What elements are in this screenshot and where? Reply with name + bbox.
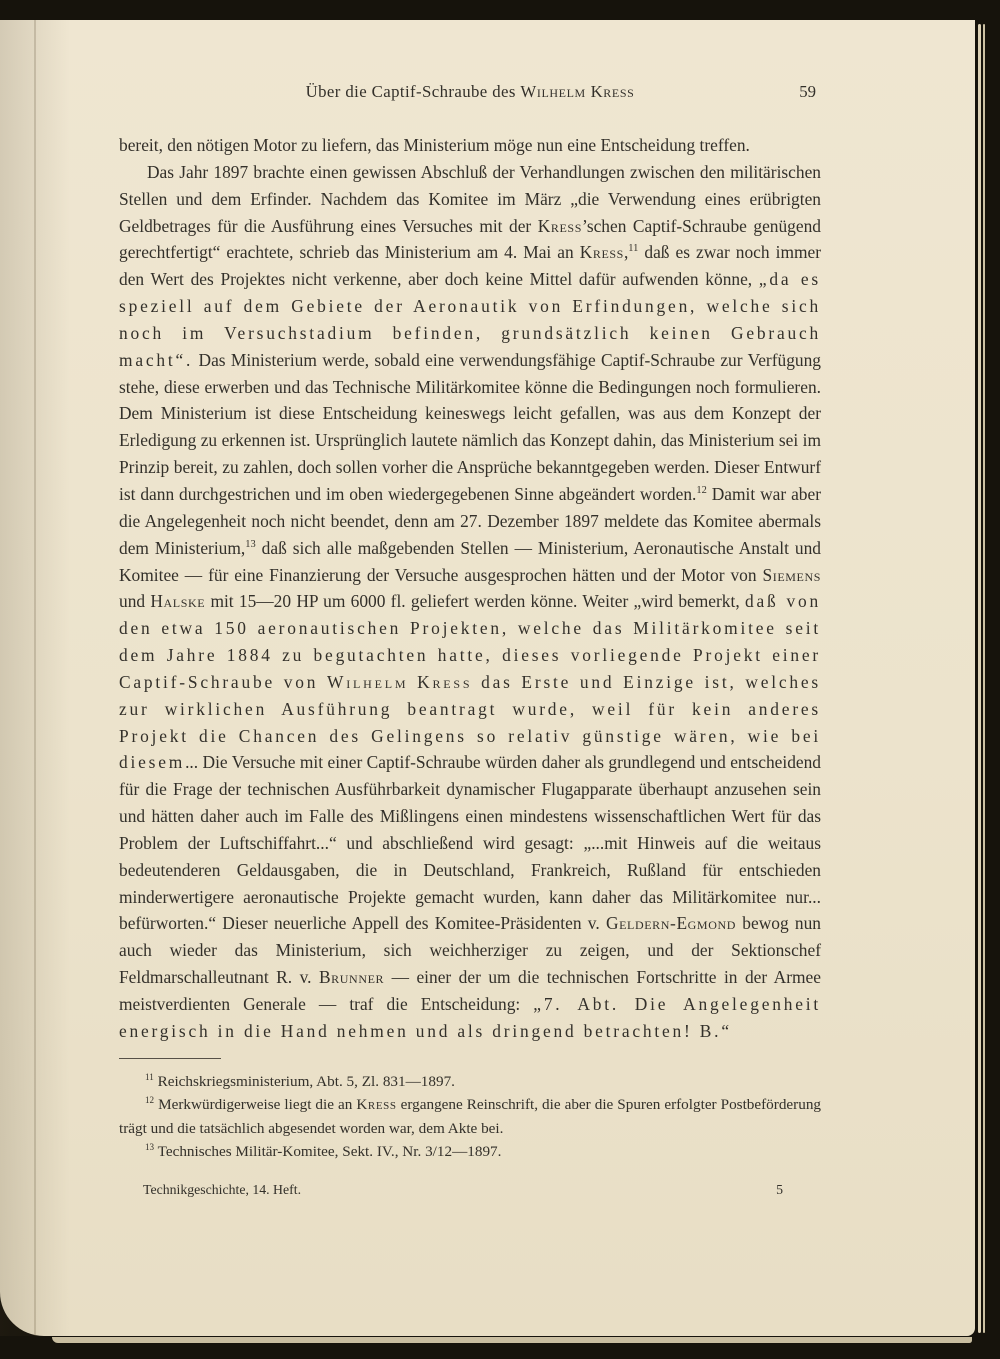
page-edge-line-1 — [978, 24, 981, 1333]
paragraph — [119, 132, 821, 159]
sheet-signature-number: 5 — [776, 1182, 783, 1198]
footnote-reference: 12 — [696, 485, 707, 497]
under-page-edge — [52, 1337, 972, 1343]
text-run: und — [119, 591, 151, 612]
page-gutter-crease — [34, 20, 36, 1336]
text-run: Brunner — [318, 967, 385, 988]
page-footer — [119, 1182, 821, 1198]
text-run: Reichskriegsministerium, Abt. 5, Zl. 831—1897. — [153, 1072, 455, 1090]
page-content — [119, 20, 821, 1198]
paragraph — [119, 159, 821, 1045]
text-run: Das Ministerium werde, sobald eine verwendungsfähige Captif-Schraube zur Verfügung stehe, diese erwerben und das Technische Militärkomitee könne die Bedingungen noch formulieren. Dem Ministerium ist diese Entscheidung keineswegs leicht gefallen, was aus dem Konzept der Erledigung zu erkennen ist. Ursprünglich lautete nämlich das Konzept dahin, das Ministerium sei im Prinzip bereit, zu zahlen, doch sollen vorher die Ansprüche bekanntgegeben werden. Dieser Entwurf ist dann durchgestrichen und im oben wiedergegebenen Sinne abgeändert worden. — [119, 349, 821, 504]
text-run: ... Die Versuche mit einer Captif-Schraube würden daher als grundlegend und entscheidend für die Frage der technischen Ausführbarkeit dynamischer Flugapparate überhaupt anzusehen sein und hätten daher auch im Falle des Mißlingens einen mindestens wissenschaftlichen Wert für das Problem der Luftschiffahrt...“ und abschließend wird gesagt: „...mit Hinweis auf die weitaus bedeutenderen Geldausgaben, die in Deutschland, Frankreich, Rußland für entschieden minderwertigere aeronautische Projekte gemacht wurden, kann daher das Militärkomitee nur... befürworten.“ Dieser neuerliche Appell des Komitee-Präsidenten v. — [119, 752, 821, 934]
footnote-number: 13 — [145, 1142, 155, 1153]
footnote-reference: 13 — [245, 538, 256, 550]
footnote-number: 11 — [145, 1071, 154, 1082]
page-edge-line-2 — [983, 24, 985, 1333]
footnote — [119, 1140, 821, 1164]
text-run: ergangene Reinschrift, die aber die Spuren erfolgter Postbeförderung trägt und die tatsächlich abgesendet worden war, dem Akte bei. — [119, 1096, 822, 1137]
footnote-separator-rule — [119, 1058, 221, 1059]
page-number: 59 — [799, 82, 816, 101]
text-run: Kress — [579, 242, 624, 263]
text-run: Kress — [537, 215, 582, 236]
text-run: ’schen Captif-Schraube genügend gerechtfertigt“ erachtete, schrieb das Ministerium am 4. Mai an — [119, 215, 821, 263]
running-title-prefix: Über die Captif-Schraube des — [305, 82, 521, 101]
running-title — [306, 82, 635, 101]
book-page-scan — [0, 20, 975, 1336]
text-run: mit 15—20 HP um 6000 fl. geliefert werden könne. Weiter „wird bemerkt, — [205, 591, 745, 612]
running-title-author: Wilhelm Kress — [520, 82, 635, 101]
text-run: daß von den etwa 150 aeronautischen Projekten, welche das Militärkomitee seit dem Jahre 1884 zu begutachten hatte, dieses vorliegende Projekt einer Captif-Schraube von — [119, 591, 822, 692]
text-run: Geldern-Egmond — [605, 913, 737, 934]
text-run: bewog nun auch wieder das Ministerium, sich weichherziger zu zeigen, und der Sektionschef Feldmarschalleutnant R. v. — [119, 913, 821, 988]
text-run: „da es speziell auf dem Gebiete der Aeronautik von Erfindungen, welche sich noch im Versuchstadium befinden, grundsätzlich keinen Gebrauch macht“. — [119, 269, 821, 370]
footnotes-block — [119, 1070, 821, 1164]
text-run: Kress — [356, 1096, 397, 1114]
text-run: daß sich alle maßgebenden Stellen — Ministerium, Aeronautische Anstalt und Komitee — für eine Finanzierung der Versuche ausgesprochen hätten und der Motor von — [119, 537, 822, 585]
text-run: bereit, den nötigen Motor zu liefern, das Ministerium möge nun eine Entscheidung treffen. — [119, 135, 750, 155]
text-run: „7. Abt. Die Angelegenheit energisch in die Hand nehmen und als dringend betrachten! B.“ — [119, 994, 821, 1041]
text-run: Damit war aber die Angelegenheit noch nicht beendet, denn am 27. Dezember 1897 meldete das Komitee abermals dem Ministerium, — [119, 483, 821, 558]
text-run: Siemens — [762, 564, 821, 585]
footnote — [119, 1093, 821, 1140]
text-run: Halske — [150, 591, 206, 612]
text-run: das Erste und Einzige ist, welches zur wirklichen Ausführung beantragt wurde, weil für kein anderes Projekt die Chancen des Gelingens so relativ günstige wären, wie bei diesem — [119, 671, 821, 773]
footnote — [119, 1070, 821, 1094]
text-run: Technisches Militär-Komitee, Sekt. IV., Nr. 3/12—1897. — [154, 1143, 502, 1161]
footnote-number: 12 — [145, 1095, 155, 1106]
text-run: Das Jahr 1897 brachte einen gewissen Abschluß der Verhandlungen zwischen den militärischen Stellen und dem Erfinder. Nachdem das Komitee im März „die Verwendung eines erübrigten Geldbetrages für die Ausführung eines Versuches mit der — [119, 161, 821, 236]
journal-signature: Technikgeschichte, 14. Heft. — [143, 1182, 302, 1198]
text-run: Wilhelm Kress — [326, 671, 473, 692]
body-text — [119, 132, 821, 1045]
text-run: , — [623, 242, 629, 263]
text-run: daß es zwar noch immer den Wert des Projektes nicht verkenne, aber doch keine Mittel dafür aufwenden könne, — [119, 242, 822, 290]
footnote-reference: 11 — [628, 243, 639, 255]
text-run: — einer der um die technischen Fortschritte in der Armee meistverdienten Generale — traf die Entscheidung: — [119, 967, 821, 1014]
running-header — [119, 82, 821, 104]
text-run: Merkwürdigerweise liegt die an — [154, 1096, 357, 1114]
